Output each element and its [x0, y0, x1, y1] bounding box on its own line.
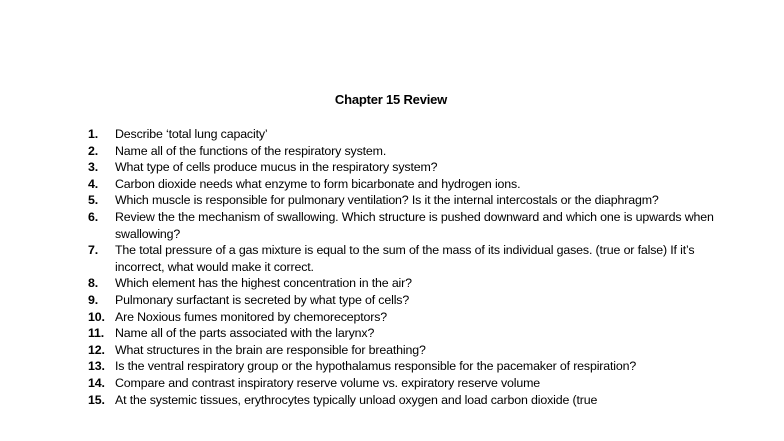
- question-item: [88, 275, 728, 292]
- question-number: 1.: [88, 127, 99, 141]
- question-item: [88, 375, 728, 392]
- question-item: [88, 342, 728, 359]
- question-number: 6.: [88, 209, 99, 224]
- question-item: [88, 292, 728, 309]
- question-item: [88, 392, 728, 409]
- question-number: 13.: [88, 359, 105, 374]
- question-text: Review the the mechanism of swallowing. Which structure is pushed downward and which one is upwards when swallowing?: [115, 209, 714, 241]
- question-number: 10.: [88, 309, 105, 324]
- question-item: [88, 143, 728, 160]
- question-text: Carbon dioxide needs what enzyme to form bicarbonate and hydrogen ions.: [115, 176, 521, 191]
- question-number: 3.: [88, 160, 99, 175]
- question-item: [88, 176, 728, 193]
- question-text: What type of cells produce mucus in the respiratory system?: [115, 160, 438, 175]
- page-title: [0, 92, 784, 107]
- question-item: [88, 325, 728, 342]
- question-item: [88, 209, 728, 242]
- question-text: Compare and contrast inspiratory reserve volume vs. expiratory reserve volume: [115, 375, 541, 390]
- question-text: Are Noxious fumes monitored by chemoreceptors?: [115, 309, 388, 324]
- question-text: Name all of the parts associated with the larynx?: [115, 326, 375, 341]
- question-item: [88, 242, 728, 275]
- question-number: 4.: [88, 176, 99, 191]
- question-number: 7.: [88, 243, 99, 258]
- question-text: Is the ventral respiratory group or the hypothalamus responsible for the pacemaker of respiration?: [115, 359, 637, 374]
- question-number: 2.: [88, 143, 99, 158]
- question-text: Describe ‘total lung capacity’: [115, 127, 268, 141]
- question-text: Name all of the functions of the respiratory system.: [115, 143, 387, 158]
- question-number: 8.: [88, 276, 99, 291]
- question-number: 15.: [88, 392, 105, 407]
- question-text: Which element has the highest concentration in the air?: [115, 276, 412, 291]
- question-text: Which muscle is responsible for pulmonary ventilation? Is it the internal intercostals or the diaphragm?: [115, 193, 659, 208]
- question-item: [88, 126, 728, 143]
- question-text: What structures in the brain are responsible for breathing?: [115, 342, 426, 357]
- question-item: [88, 159, 728, 176]
- question-item: [88, 358, 728, 375]
- question-number: 11.: [88, 326, 105, 341]
- question-item: [88, 309, 728, 326]
- question-text: At the systemic tissues, erythrocytes typically unload oxygen and load carbon dioxide (true: [115, 392, 598, 407]
- question-number: 12.: [88, 342, 105, 357]
- question-text: Pulmonary surfactant is secreted by what type of cells?: [115, 292, 410, 307]
- question-list: [88, 126, 728, 408]
- question-number: 14.: [88, 375, 105, 390]
- question-number: 5.: [88, 193, 99, 208]
- question-text: The total pressure of a gas mixture is equal to the sum of the mass of its individual gases. (true or false) If it’s incorrect, what would make it correct.: [115, 243, 695, 274]
- page-title-text: Chapter 15 Review: [334, 92, 448, 107]
- question-number: 9.: [88, 292, 99, 307]
- question-item: [88, 192, 728, 209]
